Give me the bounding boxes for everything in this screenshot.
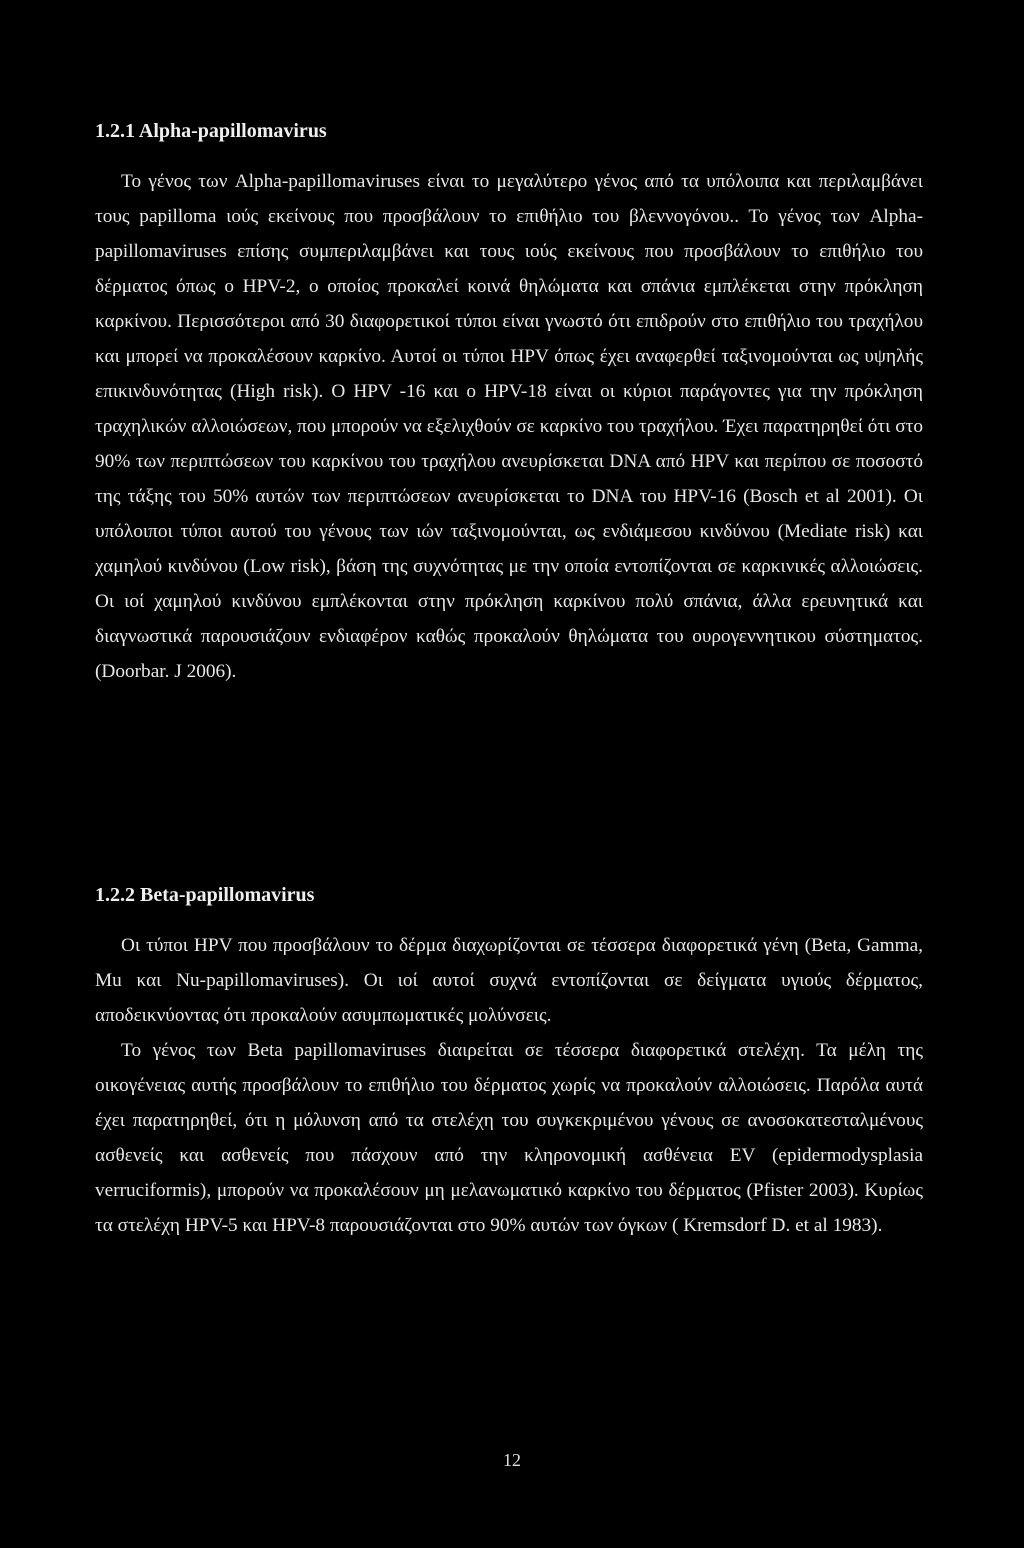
section-heading-beta: 1.2.2 Beta-papillomavirus xyxy=(95,884,315,906)
paragraph-beta-details: Το γένος των Beta papillomaviruses διαιρείται σε τέσσερα διαφορετικά στελέχη. Τα μέλη της οικογένειας αυτής προσβάλουν το επιθήλιο του δέρματος χωρίς να προκαλούν αλλοιώσεις. Παρόλα αυτά έχει παρατηρηθεί, ότι η μόλυνση από τα στελέχη του συγκεκριμένου γένους σε ανοσοκατεσταλμένους ασθενείς και ασθενείς που πάσχουν από την κληρονομική ασθένεια EV (epidermodysplasia verruciformis), μπορούν να προκαλέσουν μη μελανωματικό καρκίνο του δέρματος (Pfister 2003). Κυρίως τα στελέχη HPV-5 και HPV-8 παρουσιάζονται στο 90% αυτών των όγκων ( Kremsdorf D. et al 1983). xyxy=(95,1040,923,1236)
paragraph-alpha-papillomavirus: Το γένος των Alpha-papillomaviruses είναι το μεγαλύτερο γένος από τα υπόλοιπα και περιλαμβάνει τους papilloma ιούς εκείνους που προσβάλουν το επιθήλιο του βλεννογόνου.. Το γένος των Alpha-papillomaviruses επίσης συμπεριλαμβάνει και τους ιούς εκείνους που προσβάλουν το επιθήλιο του δέρματος όπως ο HPV-2, ο οποίος προκαλεί κοινά θηλώματα και σπάνια εμπλέκεται στην πρόκληση καρκίνου. Περισσότεροι από 30 διαφορετικοί τύποι είναι γνωστό ότι επιδρούν στο επιθήλιο του τραχήλου και μπορεί να προκαλέσουν καρκίνο. Αυτοί οι τύποι HPV όπως έχει αναφερθεί ταξινομούνται ως υψηλής επικινδυνότητας (High risk). O HPV -16 και ο HPV-18 είναι οι κύριοι παράγοντες για την πρόκληση τραχηλικών αλλοιώσεων, που μπορούν να εξελιχθούν σε καρκίνο του τραχήλου. Έχει παρατηρηθεί ότι στο 90% των περιπτώσεων του καρκίνου του τραχήλου ανευρίσκεται DNA από HPV και περίπου σε ποσοστό της τάξης του 50% αυτών των περιπτώσεων ανευρίσκεται το DNA του HPV-16 (Bosch et al 2001). Οι υπόλοιποι τύποι αυτού του γένους των ιών ταξινομούνται, ως ενδιάμεσου κινδύνου (Mediate risk) και χαμηλού κινδύνου (Low risk), βάση της συχνότητας με την οποία εντοπίζονται σε καρκινικές αλλοιώσεις. Οι ιοί χαμηλού κινδύνου εμπλέκονται στην πρόκληση καρκίνου πολύ σπάνια, άλλα ερευνητικά και διαγνωστικά παρουσιάζουν ενδιαφέρον καθώς προκαλούν θηλώματα του ουρογεννητικου σύστηματος. (Doorbar. J 2006). xyxy=(95,171,923,682)
paragraph-beta-intro: Οι τύποι HPV που προσβάλουν το δέρμα διαχωρίζονται σε τέσσερα διαφορετικά γένη (Beta, Gamma, Mu και Nu-papillomaviruses). Οι ιοί αυτοί συχνά εντοπίζονται σε δείγματα υγιούς δέρματος, αποδεικνύοντας ότι προκαλούν ασυμπωματικές μολύνσεις. xyxy=(95,935,923,1026)
section-heading-alpha: 1.2.1 Alpha-papillomavirus xyxy=(95,120,327,142)
page-number: 12 xyxy=(503,1450,521,1470)
